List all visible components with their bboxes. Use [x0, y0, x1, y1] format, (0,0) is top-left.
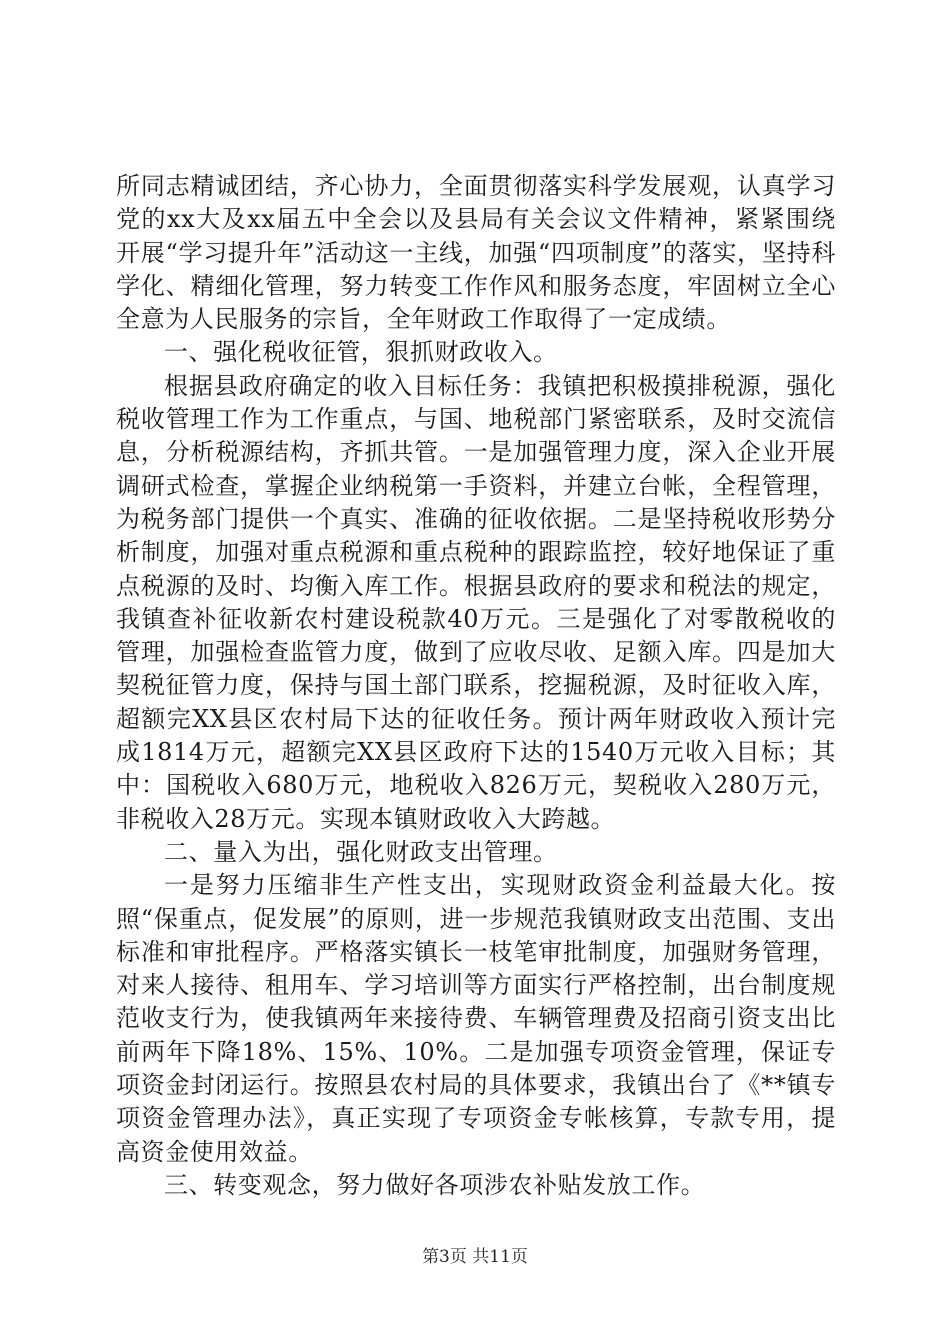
paragraph-expenditure: 一是努力压缩非生产性支出，实现财政资金利益最大化。按照“保重点，促发展”的原则，进一步规范我镇财政支出范围、支出标准和审批程序。严格落实镇长一枝笔审批制度，加强财务管理，对来人接待、租用车、学习培训等方面实行严格控制，出台制度规范收支行为，使我镇两年来接待费、车辆管理费及招商引资支出比前两年下降18%、15%、10%。二是加强专项资金管理，保证专项资金封闭运行。按照县农村局的具体要求，我镇出台了《**镇专项资金管理办法》，真正实现了专项资金专帐核算，专款专用，提高资金使用效益。 — [116, 871, 836, 1166]
page-number-footer: 第3页 共11页 — [422, 1247, 528, 1267]
paragraph-intro: 所同志精诚团结，齐心协力，全面贯彻落实科学发展观，认真学习党的xx大及xx届五中全会以及县局有关会议文件精神，紧紧围绕开展“学习提升年”活动这一主线，加强“四项制度”的落实，坚持科学化、精细化管理，努力转变工作作风和服务态度，牢固树立全心全意为人民服务的宗旨，全年财政工作取得了一定成绩。 — [116, 172, 836, 334]
document-body — [116, 170, 836, 1202]
section-heading-1: 一、强化税收征管，狠抓财政收入。 — [164, 338, 558, 367]
section-heading-3: 三、转变观念，努力做好各项涉农补贴发放工作。 — [164, 1170, 706, 1199]
section-heading-2: 二、量入为出，强化财政支出管理。 — [164, 837, 558, 866]
paragraph-tax-collection: 根据县政府确定的收入目标任务：我镇把积极摸排税源，强化税收管理工作为工作重点，与国、地税部门紧密联系，及时交流信息，分析税源结构，齐抓共管。一是加强管理力度，深入企业开展调研式检查，掌握企业纳税第一手资料，并建立台帐，全程管理，为税务部门提供一个真实、准确的征收依据。二是坚持税收形势分析制度，加强对重点税源和重点税种的跟踪监控，较好地保证了重点税源的及时、均衡入库工作。根据县政府的要求和税法的规定，我镇查补征收新农村建设税款40万元。三是强化了对零散税收的管理，加强检查监管力度，做到了应收尽收、足额入库。四是加大契税征管力度，保持与国土部门联系，挖掘税源，及时征收入库，超额完XX县区农村局下达的征收任务。预计两年财政收入预计完成1814万元，超额完XX县区政府下达的1540万元收入目标；其中：国税收入680万元，地税收入826万元，契税收入280万元，非税收入28万元。实现本镇财政收入大跨越。 — [116, 371, 836, 833]
